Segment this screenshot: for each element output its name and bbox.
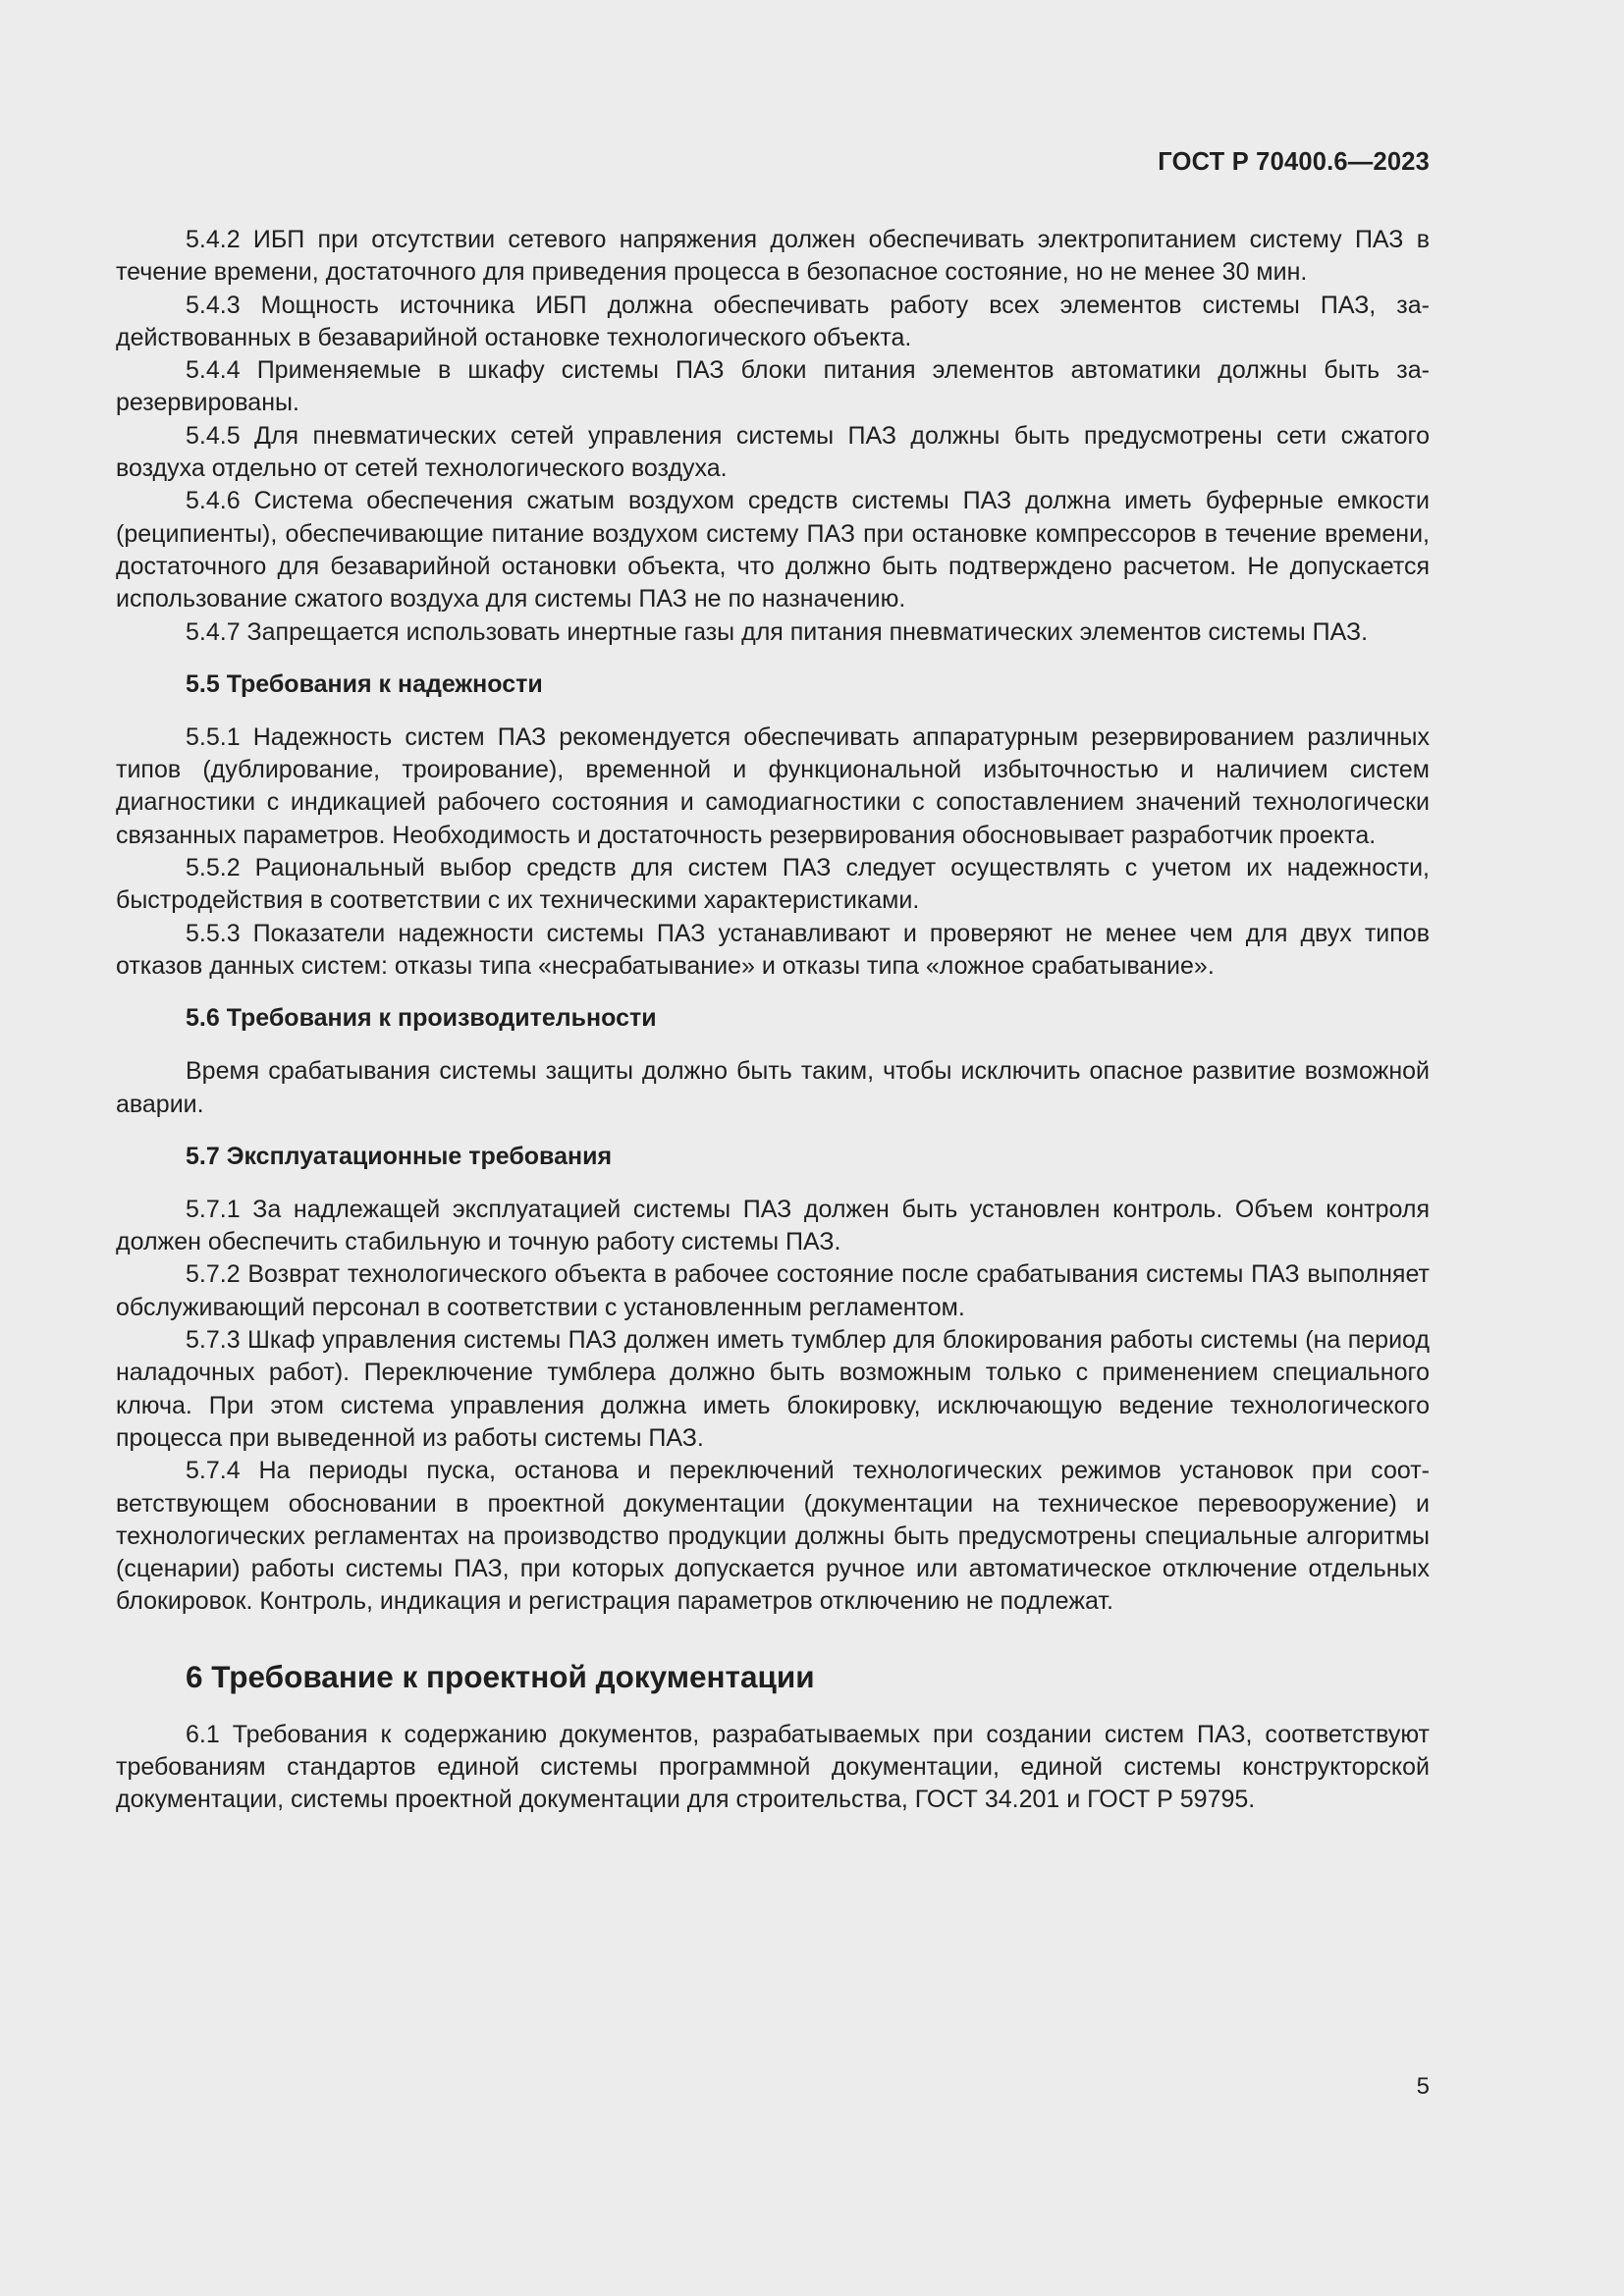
heading-section-6: 6 Требование к проектной документации — [186, 1658, 815, 1694]
paragraph-5-4-7: 5.4.7 Запрещается использовать инертные газы для питания пневматических элементов системы ПАЗ. — [186, 617, 1369, 646]
document-code-header: ГОСТ Р 70400.6—2023 — [1158, 148, 1430, 176]
document-page — [116, 0, 1430, 2296]
paragraph-5-4-6: 5.4.6 Система обеспечения сжатым воздухом средств системы ПАЗ должна иметь буферные емкости (реципиенты), обеспечивающие питание воздухом систему ПАЗ при остановке компрессоров в течение времени, достаточного для безаварийной остановки объекта, что должно быть подтверждено расчетом. Не допускается использование сжатого воздуха для системы ПАЗ не по назначению. — [116, 487, 1430, 614]
page-number: 5 — [1416, 2073, 1430, 2100]
paragraph-5-5-1: 5.5.1 Надежность систем ПАЗ рекомендуется обеспечивать аппаратурным резервированием различных типов (дублирование, троирование), временной и функциональной избыточностью и наличием систем диагностики с индикацией рабочего состояния и самодиагностики с сопоставлением значений технологически связанных параметров. Необходимость и достаточность резервирования обосновывает разработчик проекта. — [116, 722, 1430, 849]
paragraph-5-5-2: 5.5.2 Рациональный выбор средств для систем ПАЗ следует осуществлять с учетом их надежности, быстродействия в соответствии с их техническими характеристиками. — [116, 854, 1430, 915]
heading-5-6: 5.6 Требования к производительности — [186, 1004, 657, 1033]
paragraph-5-7-2: 5.7.2 Возврат технологического объекта в рабочее состояние после срабатывания системы ПАЗ выполняет обслуживающий персонал в соответствии с установленным регламентом. — [116, 1260, 1430, 1321]
paragraph-5-4-4: 5.4.4 Применяемые в шкафу системы ПАЗ блоки питания элементов автоматики должны быть зарезервированы. — [116, 356, 1430, 417]
paragraph-5-4-2: 5.4.2 ИБП при отсутствии сетевого напряжения должен обеспечивать электропитанием систему ПАЗ в течение времени, достаточного для приведения процесса в безопасное состояние, но не менее 30 мин. — [116, 226, 1430, 287]
document-body — [116, 224, 1430, 1817]
paragraph-5-4-3: 5.4.3 Мощность источника ИБП должна обеспечивать работу всех элементов системы ПАЗ, задействованных в безаварийной остановке технологического объекта. — [116, 291, 1430, 351]
heading-5-7: 5.7 Эксплуатационные требования — [186, 1142, 613, 1170]
paragraph-5-6: Время срабатывания системы защиты должно быть таким, чтобы исключить опасное развитие возможной аварии. — [116, 1057, 1430, 1118]
paragraph-5-7-1: 5.7.1 За надлежащей эксплуатацией системы ПАЗ должен быть установлен контроль. Объем контроля должен обеспечить стабильную и точную работу системы ПАЗ. — [116, 1195, 1430, 1256]
paragraph-5-5-3: 5.5.3 Показатели надежности системы ПАЗ устанавливают и проверяют не менее чем для двух типов отказов данных систем: отказы типа «несрабатывание» и отказы типа «ложное срабатывание». — [116, 919, 1430, 980]
heading-5-5: 5.5 Требования к надежности — [186, 669, 543, 698]
paragraph-6-1: 6.1 Требования к содержанию документов, разрабатываемых при создании систем ПАЗ, соответствуют требованиям стандартов единой системы программной документации, единой системы конструкторской документации, системы проектной документации для строительства, ГОСТ 34.201 и ГОСТ Р 59795. — [116, 1720, 1430, 1814]
paragraph-5-7-3: 5.7.3 Шкаф управления системы ПАЗ должен иметь тумблер для блокирования работы системы (на период наладочных работ). Переключение тумблера должно быть возможным только с применением специального ключа. При этом система управления должна иметь блокировку, исключающую ведение технологического процесса при выведенной из работы системы ПАЗ. — [116, 1326, 1430, 1452]
paragraph-5-7-4: 5.7.4 На периоды пуска, останова и переключений технологических режимов установок при соответствующем обосновании в проектной документации (документации на техническое перевооружение) и технологических регламентах на производство продукции должны быть предусмотрены специальные алгоритмы (сценарии) работы системы ПАЗ, при которых допускается ручное или автоматическое отключение отдельных блокировок. Контроль, индикация и регистрация параметров отключению не подлежат. — [116, 1457, 1430, 1616]
paragraph-5-4-5: 5.4.5 Для пневматических сетей управления системы ПАЗ должны быть предусмотрены сети сжатого воздуха отдельно от сетей технологического воздуха. — [116, 421, 1430, 483]
